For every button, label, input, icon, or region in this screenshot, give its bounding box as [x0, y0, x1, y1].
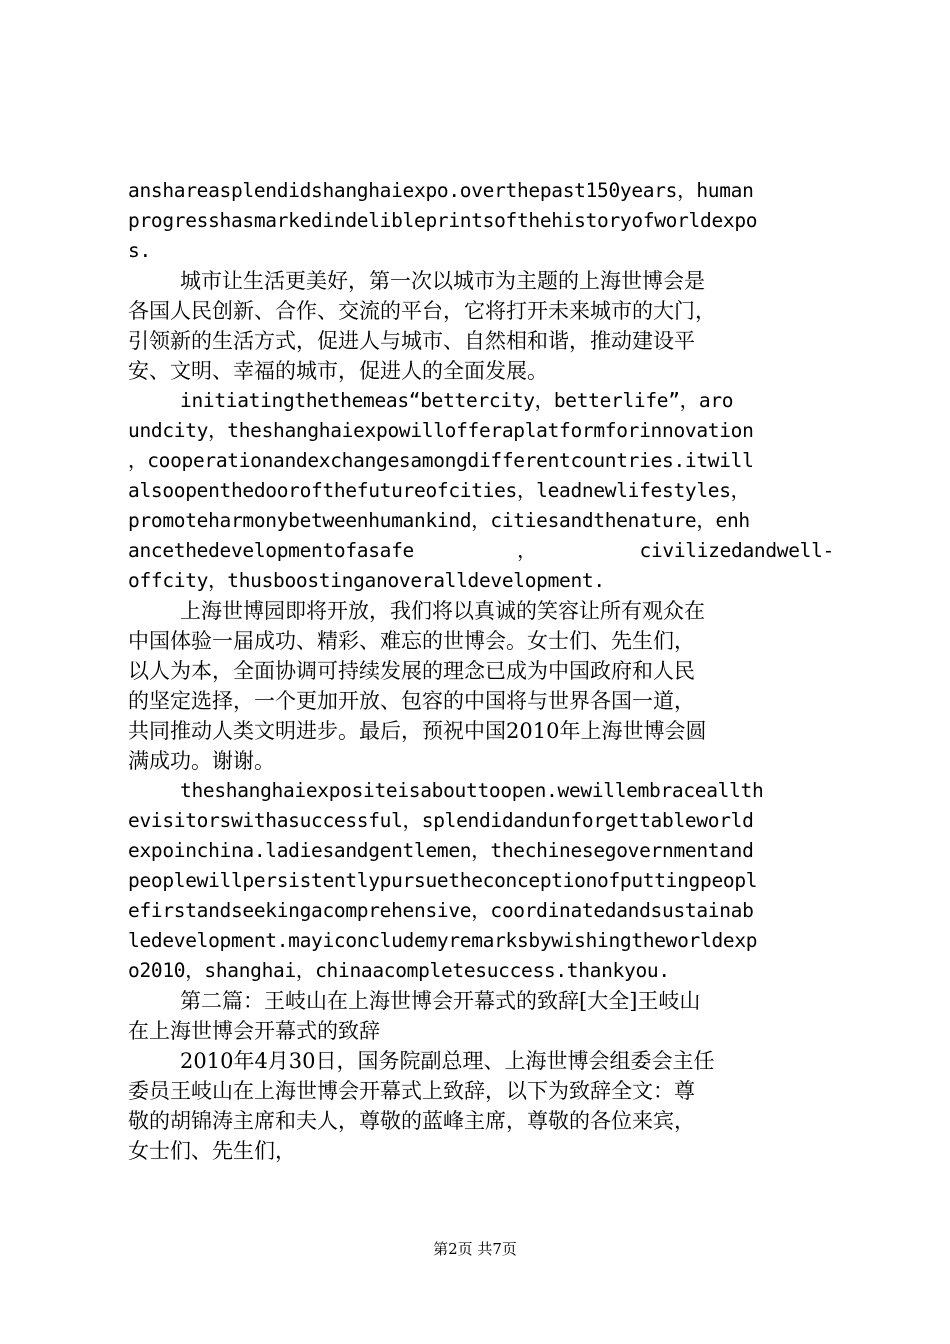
text-line: 敬的胡锦涛主席和夫人，尊敬的蓝峰主席，尊敬的各位来宾，	[128, 1109, 695, 1133]
text-line: o2010，shanghai，chinaacompletesuccess.thankyou.	[128, 959, 670, 982]
text-line: progresshasmarkedindelibleprintsofthehistoryofworldexpo	[128, 209, 758, 232]
text-line: 2010年4月30日，国务院副总理、上海世博会组委会主任	[180, 1049, 715, 1073]
text-line: offcity，thusboostinganoveralldevelopment.	[128, 569, 605, 592]
text-fragment: ancethedevelopmentofasafe	[128, 539, 415, 562]
page-number-footer: 第2页 共7页	[433, 1240, 517, 1258]
text-line: 引领新的生活方式，促进人与城市、自然相和谐，推动建设平	[128, 329, 695, 353]
text-line: expoinchina.ladiesandgentlemen，thechinesegovernmentand	[128, 839, 754, 862]
text-line: promoteharmonybetweenhumankind，citiesandthenature，enh	[128, 509, 750, 532]
text-line: 女士们、先生们，	[128, 1139, 296, 1163]
text-line: 上海世博园即将开放，我们将以真诚的笑容让所有观众在	[180, 599, 705, 623]
text-line: efirstandseekingacomprehensive，coordinatedandsustainab	[128, 899, 754, 922]
document-body	[128, 176, 834, 1166]
text-line: 以人为本，全面协调可持续发展的理念已成为中国政府和人民	[128, 659, 695, 683]
text-line: anshareasplendidshanghaiexpo.overthepast150years，human	[128, 179, 754, 202]
text-line: 各国人民创新、合作、交流的平台，它将打开未来城市的大门，	[128, 299, 716, 323]
text-line: evisitorswithasuccessful，splendidandunforgettableworld	[128, 809, 754, 832]
text-line: s.	[128, 239, 151, 262]
text-line: 城市让生活更美好，第一次以城市为主题的上海世博会是	[180, 269, 705, 293]
section-heading: 在上海世博会开幕式的致辞	[128, 1019, 380, 1043]
text-line: theshanghaiexpositeisabouttoopen.wewillembraceallth	[180, 779, 764, 802]
text-line: 安、文明、幸福的城市，促进人的全面发展。	[128, 359, 548, 383]
text-fragment: civilizedandwell-	[639, 539, 834, 562]
section-heading: 第二篇：王岐山在上海世博会开幕式的致辞[大全]王岐山	[180, 989, 701, 1013]
text-line: 满成功。谢谢。	[128, 749, 275, 773]
text-line: ledevelopment.mayiconcludemyremarksbywishingtheworldexp	[128, 929, 758, 952]
text-line: 的坚定选择，一个更加开放、包容的中国将与世界各国一道，	[128, 689, 695, 713]
text-line: 中国体验一届成功、精彩、难忘的世博会。女士们、先生们，	[128, 629, 695, 653]
text-line	[128, 536, 834, 566]
text-line: 共同推动人类文明进步。最后，预祝中国2010年上海世博会圆	[128, 719, 707, 743]
text-fragment: ，	[517, 539, 537, 562]
text-line: initiatingthethemeas“bettercity，betterlife”，aro	[180, 389, 734, 412]
text-line: undcity，theshanghaiexpowillofferaplatformforinnovation	[128, 419, 754, 442]
text-line: peoplewillpersistentlypursuetheconceptionofputtingpeopl	[128, 869, 758, 892]
text-line: ，cooperationandexchangesamongdifferentcountries.itwill	[128, 449, 754, 472]
text-line: 委员王岐山在上海世博会开幕式上致辞，以下为致辞全文：尊	[128, 1079, 695, 1103]
text-line: alsoopenthedoorofthefutureofcities，leadnewlifestyles，	[128, 479, 750, 502]
